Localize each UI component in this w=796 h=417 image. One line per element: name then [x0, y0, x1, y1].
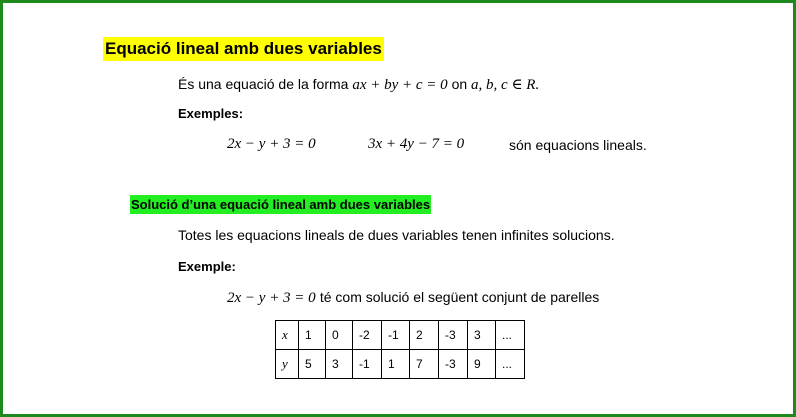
- example-equation-2: 3x + 4y − 7 = 0: [368, 136, 465, 152]
- table-cell: -2: [353, 321, 382, 350]
- definition-prefix: És una equació de la forma: [178, 76, 349, 92]
- solution-equation-line: [227, 289, 599, 307]
- table-row-y: [276, 350, 525, 379]
- table-cell: 5: [299, 350, 326, 379]
- table-cell: 3: [326, 350, 353, 379]
- table-cell: ...: [496, 350, 525, 379]
- examples-label: Exemples:: [178, 106, 244, 121]
- solution-equation-note: té com solució el següent conjunt de parelles: [319, 289, 600, 305]
- table-cell: -3: [439, 321, 468, 350]
- table-cell: 7: [410, 350, 439, 379]
- solution-pairs-table: [275, 320, 525, 379]
- table-cell: ...: [496, 321, 525, 350]
- table-cell: 1: [382, 350, 410, 379]
- table-cell: 9: [468, 350, 496, 379]
- table-cell: 2: [410, 321, 439, 350]
- table-row-x: [276, 321, 525, 350]
- example-equation-1: 2x − y + 3 = 0: [227, 136, 316, 152]
- definition-formula: ax + by + c = 0: [352, 77, 448, 93]
- solution-text: Totes les equacions lineals de dues variables tenen infinites solucions.: [178, 227, 615, 243]
- example-label: Exemple:: [178, 259, 236, 274]
- table-header-x: x: [276, 321, 299, 350]
- table-cell: 3: [468, 321, 496, 350]
- examples-note: són equacions lineals.: [509, 137, 647, 153]
- solution-equation: 2x − y + 3 = 0: [227, 290, 316, 306]
- table-cell: -1: [353, 350, 382, 379]
- table-header-y: y: [276, 350, 299, 379]
- table-cell: 1: [299, 321, 326, 350]
- table-cell: 0: [326, 321, 353, 350]
- table-cell: -1: [382, 321, 410, 350]
- solution-subtitle: Solució d’una equació lineal amb dues variables: [131, 197, 431, 212]
- definition-middle: on: [451, 76, 468, 92]
- page-title: Equació lineal amb dues variables: [103, 37, 384, 61]
- definition-condition: a, b, c ∈ R.: [471, 77, 540, 93]
- definition-line: [178, 74, 539, 95]
- table-cell: -3: [439, 350, 468, 379]
